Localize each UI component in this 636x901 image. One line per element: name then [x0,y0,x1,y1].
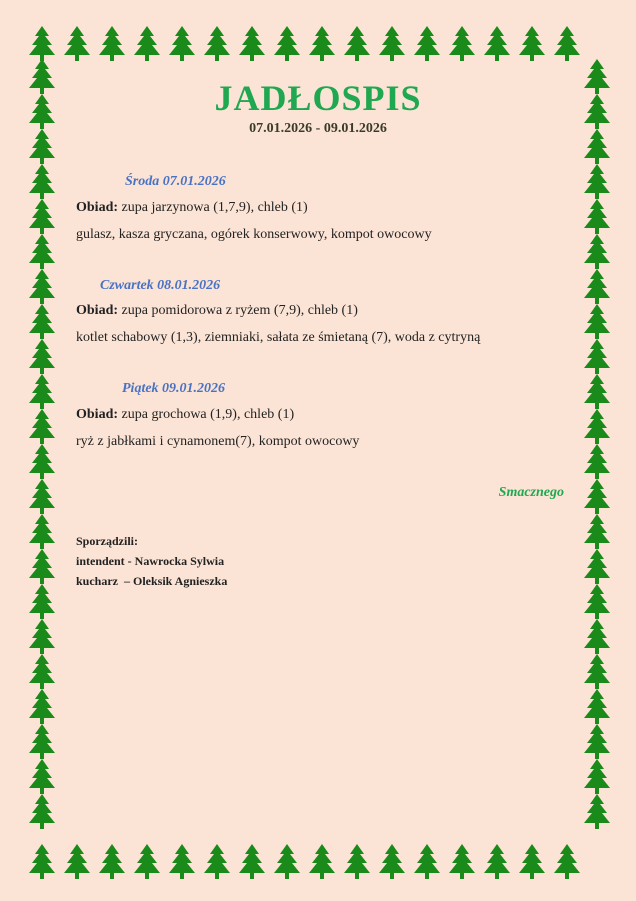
tree-icon [554,844,580,879]
tree-icon [169,844,195,879]
tree-icon [414,844,440,879]
credits-heading: Sporządzili: [76,534,138,548]
tree-icon [29,269,55,304]
tree-icon [584,794,610,829]
tree-icon [584,654,610,689]
obiad-label: Obiad: [76,200,119,215]
soup-text: zupa grochowa (1,9), chleb (1) [118,407,295,422]
tree-icon [29,409,55,444]
tree-icon [29,724,55,759]
tree-icon [29,26,55,61]
tree-icon [584,549,610,584]
tree-icon [29,759,55,794]
credits-line-intendent: intendent - Nawrocka Sylwia [76,554,225,568]
tree-icon [584,374,610,409]
lunch-soup-line [76,303,358,319]
tree-icon [29,794,55,829]
tree-icon [584,339,610,374]
tree-icon [29,619,55,654]
tree-icon [584,479,610,514]
tree-icon [484,26,510,61]
tree-icon [29,234,55,269]
tree-icon [309,844,335,879]
tree-icon [309,26,335,61]
tree-icon [379,26,405,61]
lunch-soup-line [76,200,308,216]
tree-icon [29,584,55,619]
tree-icon [169,26,195,61]
day-heading-friday: Piątek 09.01.2026 [122,381,226,396]
tree-icon [584,584,610,619]
page-title: JADŁOSPIS [214,78,422,118]
day-heading-thursday: Czwartek 08.01.2026 [100,278,221,293]
tree-icon [239,26,265,61]
tree-icon [64,26,90,61]
day-heading-wednesday: Środa 07.01.2026 [125,174,226,189]
tree-icon [99,844,125,879]
tree-icon [99,26,125,61]
tree-icon [274,844,300,879]
tree-icon [29,164,55,199]
tree-icon [449,844,475,879]
obiad-label: Obiad: [76,303,119,318]
lunch-main-line: kotlet schabowy (1,3), ziemniaki, sałata ze śmietaną (7), woda z cytryną [76,330,481,345]
tree-icon [29,199,55,234]
tree-icon [584,269,610,304]
tree-icon [29,479,55,514]
tree-icon [134,26,160,61]
tree-icon [29,374,55,409]
tree-icon [239,844,265,879]
closing-text: Smacznego [498,485,564,500]
soup-text: zupa pomidorowa z ryżem (7,9), chleb (1) [118,303,358,318]
tree-icon [29,514,55,549]
tree-icon [584,689,610,724]
tree-icon [584,759,610,794]
tree-icon [344,26,370,61]
tree-icon [204,26,230,61]
tree-icon [584,619,610,654]
tree-icon [274,26,300,61]
tree-icon [379,844,405,879]
obiad-label: Obiad: [76,407,119,422]
tree-icon [484,844,510,879]
lunch-soup-line [76,407,294,423]
tree-icon [134,844,160,879]
tree-icon [29,549,55,584]
credits [76,531,227,591]
tree-icon [584,199,610,234]
tree-icon [344,844,370,879]
tree-icon [584,304,610,339]
tree-icon [519,26,545,61]
tree-icon [29,689,55,724]
tree-icon [519,844,545,879]
tree-icon [449,26,475,61]
tree-icon [29,844,55,879]
soup-text: zupa jarzynowa (1,7,9), chleb (1) [118,200,308,215]
tree-icon [584,724,610,759]
date-range: 07.01.2026 - 09.01.2026 [249,121,387,136]
tree-icon [64,844,90,879]
tree-icon [584,164,610,199]
tree-icon [29,654,55,689]
tree-icon [584,409,610,444]
tree-icon [584,514,610,549]
credits-line-cook: kucharz – Oleksik Agnieszka [76,574,228,588]
tree-icon [29,444,55,479]
tree-icon [584,234,610,269]
tree-icon [29,304,55,339]
tree-icon [414,26,440,61]
tree-icon [29,339,55,374]
tree-icon [584,444,610,479]
lunch-main-line: gulasz, kasza gryczana, ogórek konserwowy, kompot owocowy [76,227,432,242]
tree-icon [204,844,230,879]
lunch-main-line: ryż z jabłkami i cynamonem(7), kompot owocowy [76,434,360,449]
tree-icon [554,26,580,61]
